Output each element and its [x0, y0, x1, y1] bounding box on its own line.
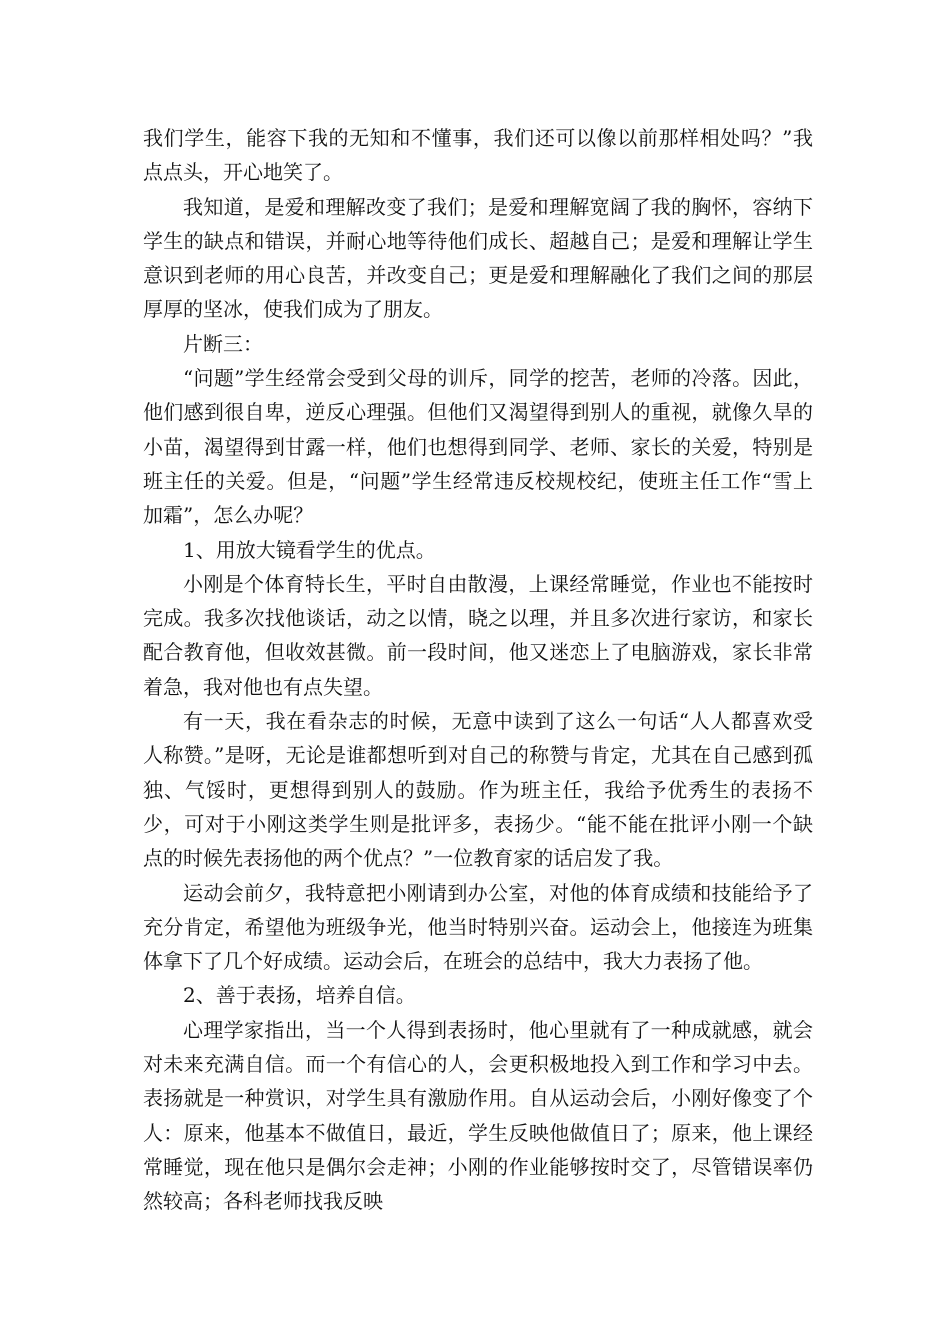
paragraph-1: 我们学生，能容下我的无知和不懂事，我们还可以像以前那样相处吗？”我点点头，开心地笑了。 — [143, 126, 813, 185]
paragraph-2: 我知道，是爱和理解改变了我们；是爱和理解宽阔了我的胸怀，容纳下学生的缺点和错误，并耐心地等待他们成长、超越自己；是爱和理解让学生意识到老师的用心良苦，并改变自己；更是爱和理解融化了我们之间的那层厚厚的坚冰，使我们成为了朋友。 — [143, 194, 813, 322]
subheading-2: 2、善于表扬，培养自信。 — [183, 983, 416, 1008]
paragraph-3: “问题”学生经常会受到父母的训斥，同学的挖苦，老师的冷落。因此，他们感到很自卑，逆反心理强。但他们又渴望得到别人的重视，就像久旱的小苗，渴望得到甘露一样，他们也想得到同学、老师、家长的关爱，特别是班主任的关爱。但是，“问题”学生经常违反校规校纪，使班主任工作“雪上加霜”，怎么办呢？ — [143, 366, 813, 528]
paragraph-5: 有一天，我在看杂志的时候，无意中读到了这么一句话“人人都喜欢受人称赞。”是呀，无论是谁都想听到对自己的称赞与肯定，尤其在自己感到孤独、气馁时，更想得到别人的鼓励。作为班主任，我给予优秀生的表扬不少，可对于小刚这类学生则是批评多，表扬少。“能不能在批评小刚一个缺点的时候先表扬他的两个优点？”一位教育家的话启发了我。 — [143, 709, 813, 871]
document-body — [143, 121, 813, 1219]
paragraph-4: 小刚是个体育特长生，平时自由散漫，上课经常睡觉，作业也不能按时完成。我多次找他谈话，动之以情，晓之以理，并且多次进行家访，和家长配合教育他，但收效甚微。前一段时间，他又迷恋上了电脑游戏，家长非常着急，我对他也有点失望。 — [143, 571, 813, 699]
section-heading: 片断三： — [183, 331, 263, 356]
paragraph-6: 运动会前夕，我特意把小刚请到办公室，对他的体育成绩和技能给予了充分肯定，希望他为班级争光，他当时特别兴奋。运动会上，他接连为班集体拿下了几个好成绩。运动会后，在班会的总结中，我大力表扬了他。 — [143, 880, 813, 974]
paragraph-7: 心理学家指出，当一个人得到表扬时，他心里就有了一种成就感，就会对未来充满自信。而一个有信心的人，会更积极地投入到工作和学习中去。表扬就是一种赏识，对学生具有激励作用。自从运动会后，小刚好像变了个人：原来，他基本不做值日，最近，学生反映他做值日了；原来，他上课经常睡觉，现在他只是偶尔会走神；小刚的作业能够按时交了，尽管错误率仍然较高；各科老师找我反映 — [143, 1017, 813, 1214]
subheading-1: 1、用放大镜看学生的优点。 — [183, 537, 436, 562]
